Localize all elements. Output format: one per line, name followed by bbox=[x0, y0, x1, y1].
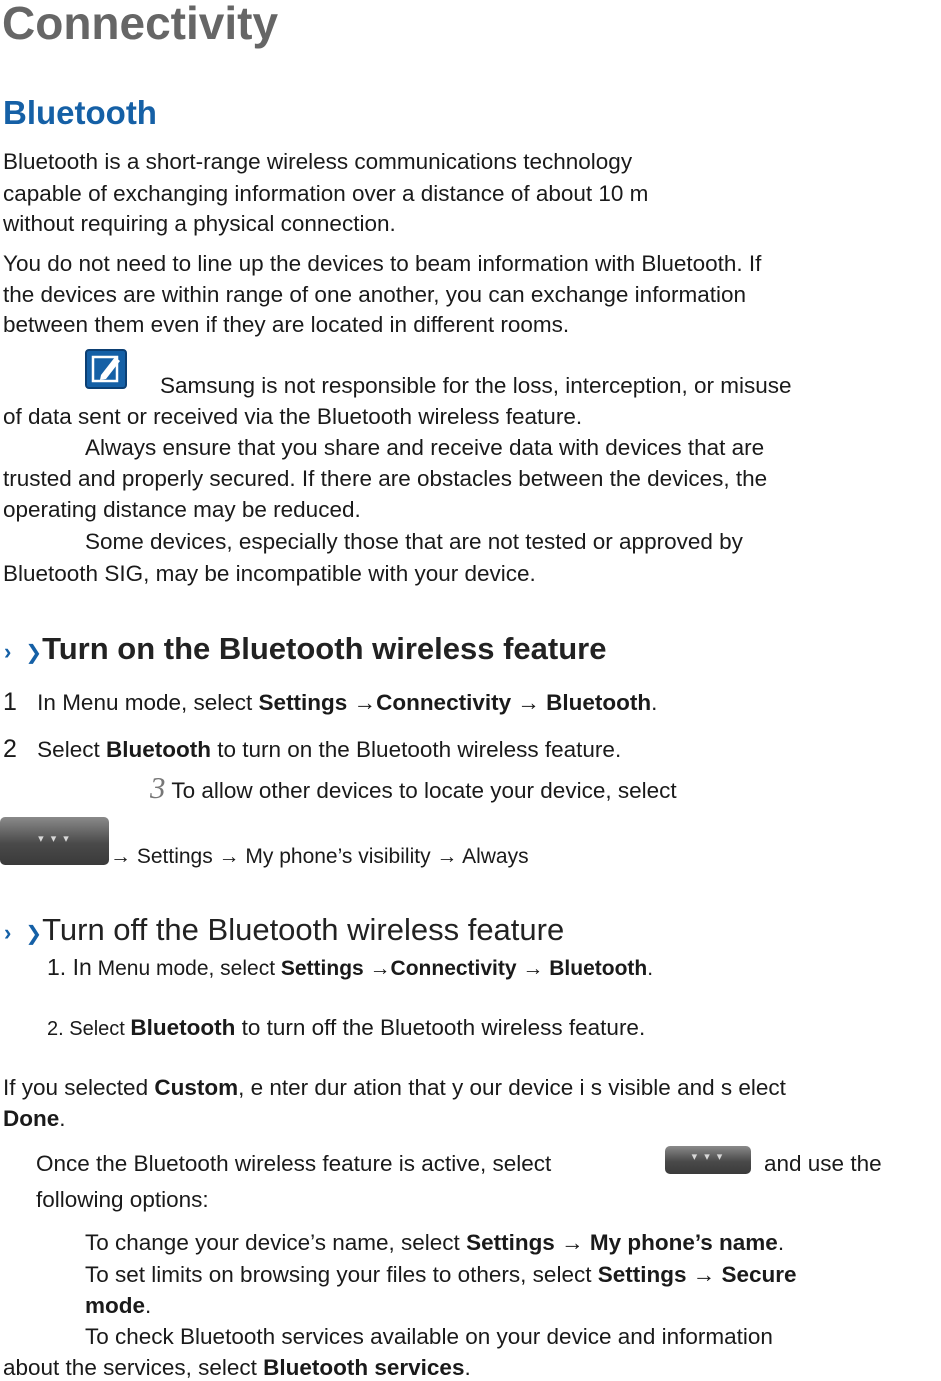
custom-text: If you selected bbox=[3, 1075, 155, 1100]
turn-off-heading bbox=[4, 914, 564, 945]
settings-label: Settings bbox=[466, 1230, 555, 1255]
step-text: to turn on the Bluetooth wireless feature. bbox=[210, 737, 622, 762]
settings-label: Settings bbox=[280, 957, 364, 980]
step-text: 2. Select bbox=[47, 1018, 131, 1040]
arrow: → bbox=[347, 690, 377, 715]
arrow: → bbox=[363, 957, 391, 980]
period: . bbox=[59, 1106, 66, 1131]
turn-on-heading bbox=[4, 633, 606, 664]
bluetooth-services-label: Bluetooth services bbox=[263, 1355, 465, 1380]
note-line-1: Samsung is not responsible for the loss, interception, or misuse bbox=[160, 373, 792, 398]
custom-label: Custom bbox=[154, 1075, 239, 1100]
intro-line-2: capable of exchanging information over a distance of about 10 m bbox=[3, 181, 649, 206]
chevron-right-icon: › bbox=[4, 639, 12, 664]
arrow: → bbox=[554, 1230, 590, 1255]
note-line-5: operating distance may be reduced. bbox=[3, 497, 361, 522]
option-item-3-cont bbox=[3, 1357, 471, 1380]
step-number: 1. In bbox=[47, 954, 92, 980]
menu-softkey-icon: ▾ ▾ ▾ bbox=[0, 817, 109, 865]
connectivity-label: Connectivity bbox=[376, 690, 512, 715]
custom-line-1 bbox=[3, 1077, 786, 1100]
mode-label: mode bbox=[85, 1293, 146, 1318]
step-text: Select bbox=[37, 737, 106, 762]
period: . bbox=[777, 1230, 785, 1255]
settings-label: Settings bbox=[597, 1262, 687, 1287]
period: . bbox=[647, 957, 654, 980]
arrow: → bbox=[686, 1262, 722, 1287]
section-title: Bluetooth bbox=[3, 94, 157, 131]
bluetooth-label: Bluetooth bbox=[130, 1015, 236, 1040]
note-line-7: Bluetooth SIG, may be incompatible with your device. bbox=[3, 561, 536, 586]
custom-line-2 bbox=[3, 1108, 66, 1131]
step-number: 2 bbox=[3, 735, 17, 763]
note-line-3: Always ensure that you share and receive data with devices that are bbox=[85, 435, 765, 460]
option-text: about the services, select bbox=[3, 1355, 264, 1380]
note-line-6: Some devices, especially those that are not tested or approved by bbox=[85, 529, 743, 554]
options-line-1: Once the Bluetooth wireless feature is active, select bbox=[36, 1151, 552, 1176]
custom-text: , e nter dur ation that y our device i s visible and s elect bbox=[238, 1075, 786, 1100]
chevron-right-icon: › bbox=[4, 920, 12, 945]
step-number: 3 bbox=[150, 770, 166, 805]
double-chevron-icon: ❯ bbox=[25, 923, 43, 945]
settings-label: Settings bbox=[258, 690, 348, 715]
turn-on-step-3 bbox=[150, 772, 677, 803]
option-item-1 bbox=[85, 1232, 784, 1255]
turn-on-step-2 bbox=[3, 737, 621, 762]
note-pencil-icon bbox=[85, 349, 127, 389]
note-line-2: of data sent or received via the Bluetooth wireless feature. bbox=[3, 404, 583, 429]
intro-line-1: Bluetooth is a short-range wireless communications technology bbox=[3, 149, 633, 174]
intro-line-3: without requiring a physical connection. bbox=[3, 211, 396, 236]
option-item-3: To check Bluetooth services available on your device and information bbox=[85, 1324, 773, 1349]
phone-name-label: My phone’s name bbox=[589, 1230, 778, 1255]
period: . bbox=[651, 690, 658, 715]
option-item-2 bbox=[85, 1264, 797, 1287]
arrow: → bbox=[511, 690, 547, 715]
option-text: To set limits on browsing your files to others, select bbox=[85, 1262, 598, 1287]
turn-off-title: Turn off the Bluetooth wireless feature bbox=[42, 912, 565, 947]
options-line-2: following options: bbox=[36, 1187, 209, 1212]
step-text: Menu mode, select bbox=[91, 957, 281, 980]
options-line-1-end: and use the bbox=[764, 1151, 882, 1176]
option-text: To change your device’s name, select bbox=[85, 1230, 467, 1255]
turn-on-step-1 bbox=[3, 690, 657, 715]
para2-line-3: between them even if they are located in different rooms. bbox=[3, 312, 570, 337]
secure-label: Secure bbox=[721, 1262, 797, 1287]
para2-line-1: You do not need to line up the devices to beam information with Bluetooth. If bbox=[3, 251, 762, 276]
bluetooth-label: Bluetooth bbox=[105, 737, 211, 762]
step-text: In Menu mode, select bbox=[37, 690, 259, 715]
note-line-4: trusted and properly secured. If there are obstacles between the devices, the bbox=[3, 466, 768, 491]
turn-off-step-1 bbox=[47, 956, 653, 979]
period: . bbox=[145, 1293, 152, 1318]
bluetooth-label: Bluetooth bbox=[549, 957, 648, 980]
option-item-2-cont bbox=[85, 1295, 151, 1318]
chapter-title: Connectivity bbox=[2, 0, 279, 49]
visibility-path: → Settings → My phone’s visibility → Always bbox=[110, 845, 529, 868]
step-text: to turn off the Bluetooth wireless feature. bbox=[235, 1015, 646, 1040]
connectivity-label: Connectivity bbox=[390, 957, 517, 980]
arrow: → bbox=[516, 957, 550, 980]
done-label: Done bbox=[3, 1106, 60, 1131]
turn-off-step-2 bbox=[47, 1017, 645, 1040]
double-chevron-icon: ❯ bbox=[25, 642, 43, 664]
turn-on-title: Turn on the Bluetooth wireless feature bbox=[42, 631, 607, 666]
menu-softkey-icon: ▾ ▾ ▾ bbox=[665, 1146, 751, 1174]
period: . bbox=[464, 1355, 471, 1380]
para2-line-2: the devices are within range of one another, you can exchange information bbox=[3, 282, 746, 307]
step-number: 1 bbox=[3, 688, 17, 716]
step-text: To allow other devices to locate your device, select bbox=[165, 778, 677, 803]
bluetooth-label: Bluetooth bbox=[546, 690, 652, 715]
